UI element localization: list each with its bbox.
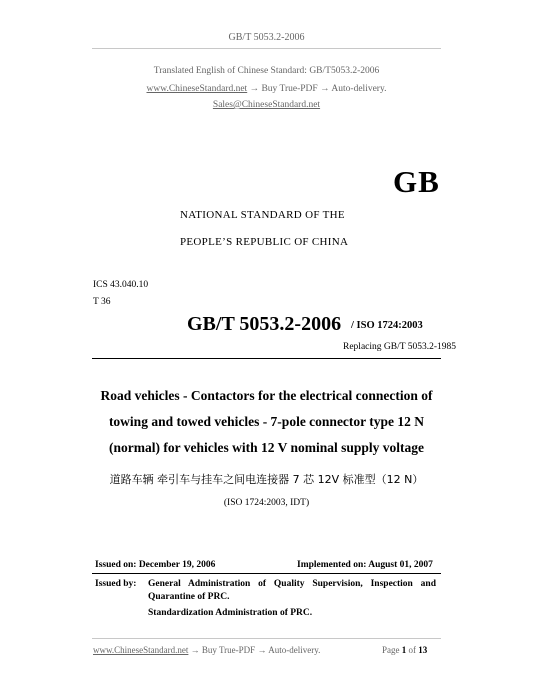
iso-reference: / ISO 1724:2003	[351, 320, 423, 331]
implemented-on: Implemented on: August 01, 2007	[297, 560, 433, 570]
issued-by-line-2: Quarantine of PRC.	[148, 592, 230, 602]
running-title: GB/T 5053.2-2006	[228, 32, 305, 43]
footer-site-link[interactable]: www.ChineseStandard.net	[93, 645, 189, 655]
title-en-line-3: (normal) for vehicles with 12 V nominal supply voltage	[108, 440, 424, 455]
auto-delivery-text: Auto-delivery.	[331, 84, 387, 94]
of-label: of	[408, 645, 416, 655]
standard-number: GB/T 5053.2-2006	[187, 313, 342, 335]
header-divider	[92, 48, 441, 49]
dates-divider	[92, 573, 441, 574]
arrow-icon: →	[257, 645, 267, 655]
buy-text: Buy True-PDF	[261, 84, 318, 94]
national-line-2: PEOPLE’S REPUBLIC OF CHINA	[180, 236, 349, 248]
arrow-icon: →	[249, 84, 260, 94]
footer-auto-delivery-text: Auto-delivery.	[268, 645, 321, 655]
iso-idt: (ISO 1724:2003, IDT)	[223, 498, 310, 508]
title-en-line-2: towing and towed vehicles - 7-pole connector type 12 N	[108, 414, 425, 429]
translated-line: Translated English of Chinese Standard: GB/T5053.2-2006	[153, 66, 380, 76]
sales-email-link[interactable]: Sales@ChineseStandard.net	[212, 100, 321, 110]
page-indicator	[382, 645, 427, 655]
title-divider	[92, 358, 441, 359]
footer-buy-text: Buy True-PDF	[201, 645, 256, 655]
t-code: T 36	[93, 297, 111, 307]
header-links	[0, 84, 533, 94]
ics-code: ICS 43.040.10	[93, 280, 149, 290]
page-total: 13	[418, 645, 428, 655]
sales-line	[0, 100, 533, 110]
issued-by-line-1: General Administration of Quality Supervision, Inspection and	[148, 579, 436, 589]
footer-links	[93, 645, 320, 655]
issued-by-label: Issued by:	[95, 579, 137, 589]
site-link[interactable]: www.ChineseStandard.net	[146, 84, 248, 94]
footer-divider	[92, 638, 441, 639]
replacing-note: Replacing GB/T 5053.2-1985	[343, 342, 457, 352]
title-cn: 道路车辆 牵引车与挂车之间电连接器 7 芯 12V 标准型（12 N）	[109, 473, 424, 486]
issued-on: Issued on: December 19, 2006	[95, 560, 216, 570]
issued-by-line-3: Standardization Administration of PRC.	[148, 608, 313, 618]
national-line-1: NATIONAL STANDARD OF THE	[180, 209, 345, 221]
title-en-line-1: Road vehicles - Contactors for the electrical connection of	[100, 388, 433, 403]
page-label: Page	[382, 645, 400, 655]
page-number: 1	[401, 645, 407, 655]
gb-emblem: GB	[393, 164, 440, 199]
arrow-icon: →	[320, 84, 330, 94]
arrow-icon: →	[190, 645, 200, 655]
